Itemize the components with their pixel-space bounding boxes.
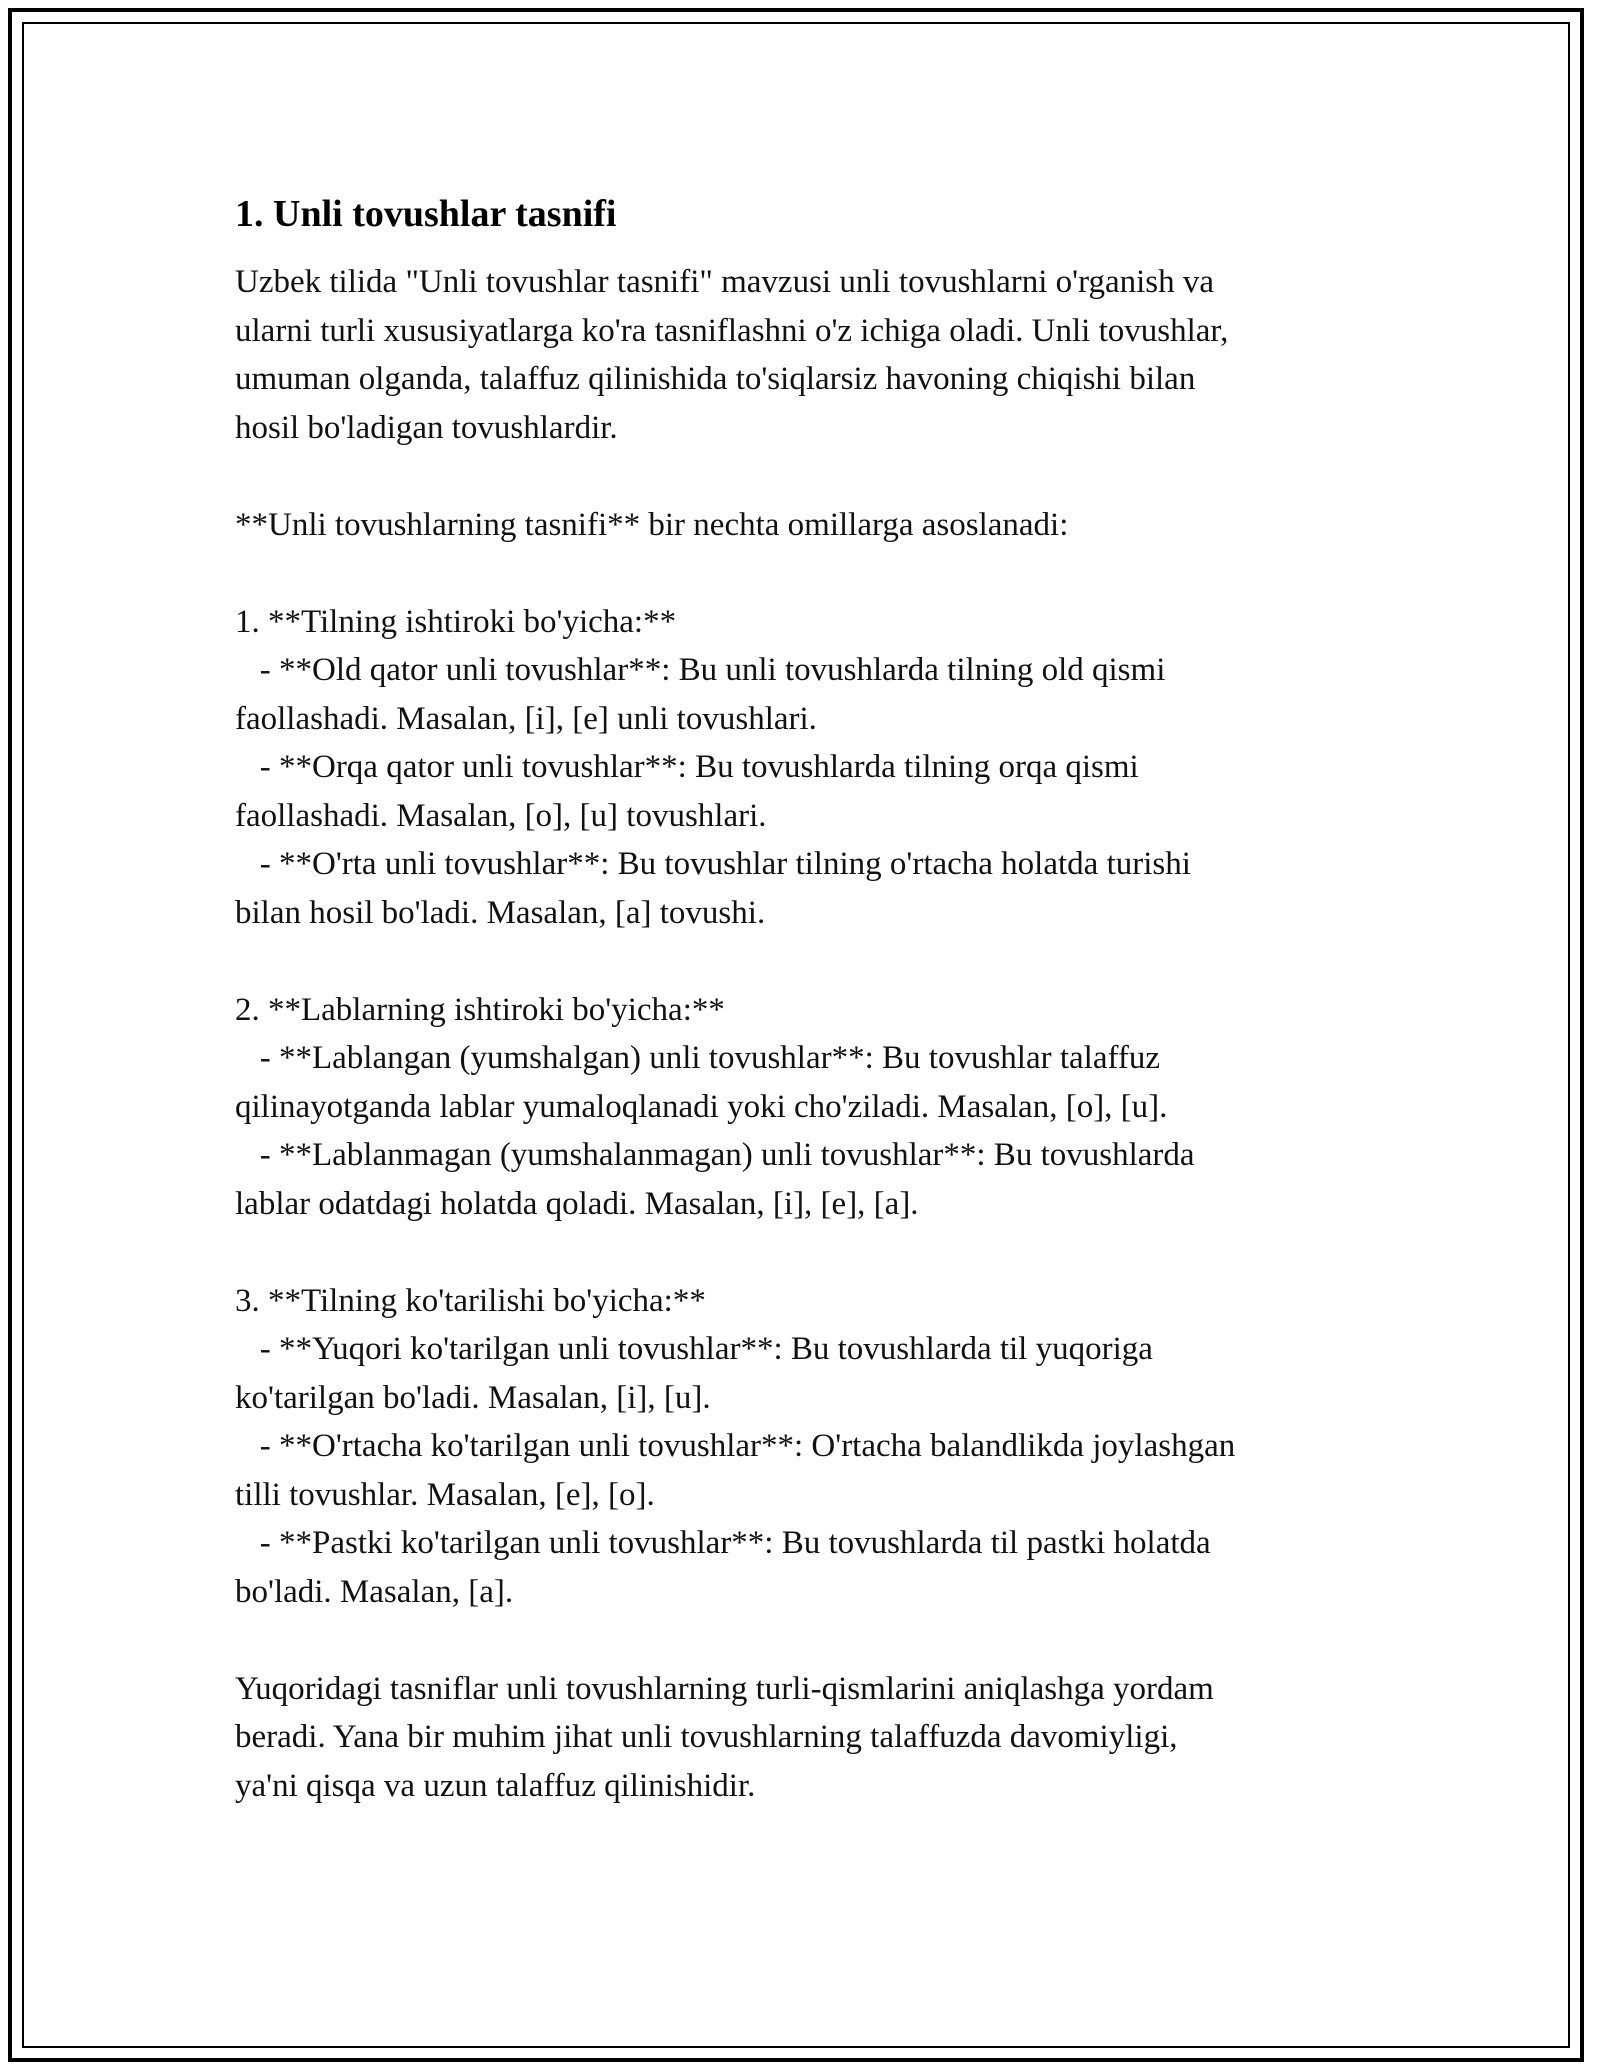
text-line: **Unli tovushlarning tasnifi** bir nechta omillarga asoslanadi:: [235, 506, 1069, 543]
text-line: faollashadi. Masalan, [o], [u] tovushlari.: [235, 797, 767, 834]
text-line: - **Old qator unli tovushlar**: Bu unli tovushlarda tilning old qismi: [235, 652, 1166, 688]
blank-line: [235, 1616, 1365, 1665]
text-line: - **O'rtacha ko'tarilgan unli tovushlar**: O'rtacha balandlikda joylashgan: [235, 1428, 1236, 1464]
blank-line: [235, 549, 1365, 598]
text-line: lablar odatdagi holatda qoladi. Masalan, [i], [e], [a].: [235, 1185, 919, 1222]
text-line: - **Lablanmagan (yumshalanmagan) unli tovushlar**: Bu tovushlarda: [235, 1137, 1195, 1173]
text-line: ko'tarilgan bo'ladi. Masalan, [i], [u].: [235, 1379, 711, 1416]
text-line: Yuqoridagi tasniflar unli tovushlarning turli-qismlarini aniqlashga yordam: [235, 1670, 1214, 1707]
text-line: 3. **Tilning ko'tarilishi bo'yicha:**: [235, 1282, 706, 1319]
text-line: 2. **Lablarning ishtiroki bo'yicha:**: [235, 991, 725, 1028]
text-line: tilli tovushlar. Masalan, [e], [o].: [235, 1476, 655, 1513]
text-line: Uzbek tilida "Unli tovushlar tasnifi" mavzusi unli tovushlarni o'rganish va: [235, 264, 1215, 300]
document-body: [235, 188, 1365, 1810]
text-line: - **Pastki ko'tarilgan unli tovushlar**: Bu tovushlarda til pastki holatda: [235, 1525, 1211, 1561]
text-line: ularni turli xususiyatlarga ko'ra tasniflashni o'z ichiga oladi. Unli tovushlar,: [235, 312, 1229, 349]
blank-line: [235, 937, 1365, 986]
blank-line: [235, 452, 1365, 501]
document-title: 1. Unli tovushlar tasnifi: [235, 193, 617, 235]
document-text: [235, 258, 1365, 1810]
text-line: - **O'rta unli tovushlar**: Bu tovushlar tilning o'rtacha holatda turishi: [235, 846, 1191, 882]
text-line: bo'ladi. Masalan, [a].: [235, 1573, 514, 1610]
text-line: bilan hosil bo'ladi. Masalan, [a] tovushi.: [235, 894, 766, 931]
text-line: - **Orqa qator unli tovushlar**: Bu tovushlarda tilning orqa qismi: [235, 749, 1139, 785]
text-line: 1. **Tilning ishtiroki bo'yicha:**: [235, 603, 677, 640]
text-line: faollashadi. Masalan, [i], [e] unli tovushlari.: [235, 700, 817, 737]
text-line: qilinayotganda lablar yumaloqlanadi yoki cho'ziladi. Masalan, [o], [u].: [235, 1088, 1168, 1125]
text-line: beradi. Yana bir muhim jihat unli tovushlarning talaffuzda davomiyligi,: [235, 1719, 1178, 1755]
text-line: - **Yuqori ko'tarilgan unli tovushlar**: Bu tovushlarda til yuqoriga: [235, 1331, 1153, 1367]
text-line: umuman olganda, talaffuz qilinishida to'siqlarsiz havoning chiqishi bilan: [235, 361, 1196, 397]
blank-line: [235, 1228, 1365, 1277]
text-line: - **Lablangan (yumshalgan) unli tovushlar**: Bu tovushlar talaffuz: [235, 1040, 1161, 1076]
text-line: hosil bo'ladigan tovushlardir.: [235, 409, 618, 446]
text-line: ya'ni qisqa va uzun talaffuz qilinishidir.: [235, 1767, 756, 1804]
